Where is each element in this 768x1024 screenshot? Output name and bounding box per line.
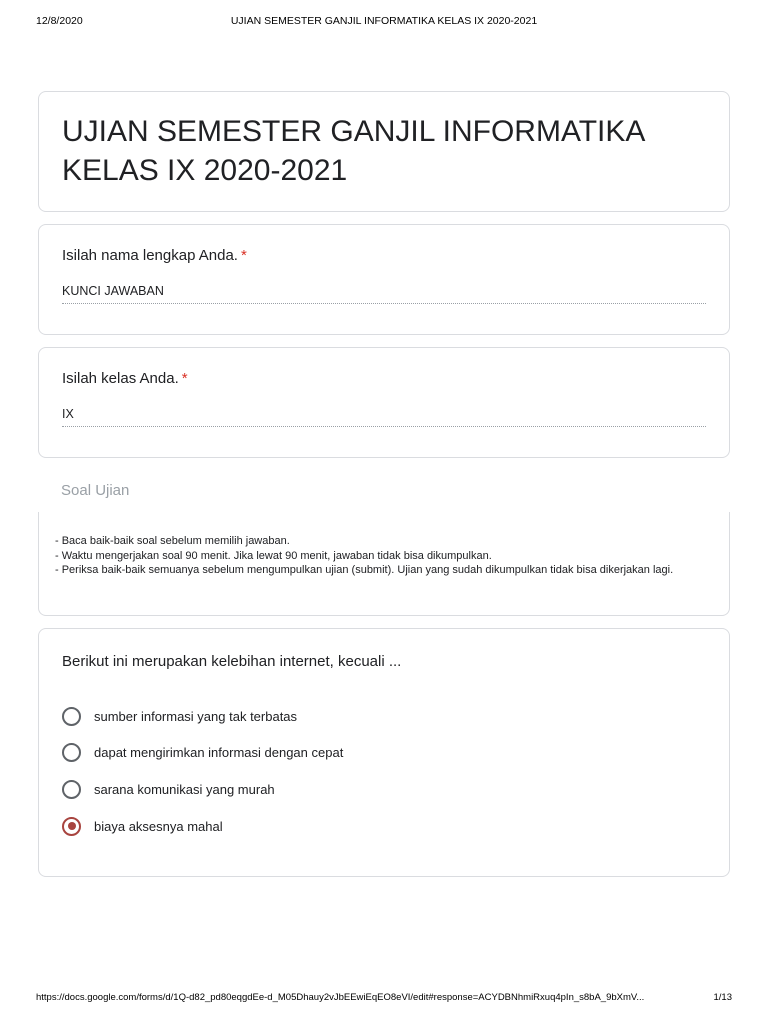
class-answer-field[interactable]: IX [62, 407, 706, 427]
mc-option-label: sumber informasi yang tak terbatas [94, 708, 298, 724]
radio-button-selected[interactable] [62, 817, 81, 836]
mc-question-text: Berikut ini merupakan kelebihan internet, kecuali ... [62, 653, 402, 670]
print-header [36, 15, 732, 31]
print-date: 12/8/2020 [36, 15, 83, 27]
section-description-card [38, 512, 730, 616]
description-line: - Periksa baik-baik semuanya sebelum mengumpulkan ujian (submit). Ujian yang sudah dikumpulkan tidak bisa dikerjakan lagi. [55, 564, 674, 576]
description-line: - Baca baik-baik soal sebelum memilih jawaban. [55, 535, 290, 547]
radio-dot-icon [68, 822, 76, 830]
question-label-class-text: Isilah kelas Anda. [62, 370, 179, 387]
mc-option-label: dapat mengirimkan informasi dengan cepat [94, 744, 344, 760]
form-title-card [38, 91, 730, 212]
mc-option[interactable] [62, 778, 275, 800]
print-doc-title: UJIAN SEMESTER GANJIL INFORMATIKA KELAS IX 2020-2021 [230, 15, 538, 27]
question-card-name [38, 224, 730, 335]
page-number: 1/13 [713, 992, 732, 1003]
required-star: * [240, 247, 247, 264]
print-footer [36, 992, 732, 1008]
name-answer-field[interactable]: KUNCI JAWABAN [62, 284, 706, 304]
section-title: Soal Ujian [61, 482, 130, 499]
radio-button[interactable] [62, 780, 81, 799]
required-star: * [181, 370, 188, 387]
mc-option[interactable] [62, 741, 343, 763]
mc-option[interactable] [62, 815, 223, 837]
multiple-choice-card [38, 628, 730, 877]
question-label-name-text: Isilah nama lengkap Anda. [62, 247, 238, 264]
print-url: https://docs.google.com/forms/d/1Q-d82_pd80eqgdEe-d_M05Dhauy2vJbEEwiEqEO8eVI/edit#response=ACYDBNhmiRxuq4pIn_s8bA_9bXmV... [36, 992, 645, 1003]
description-line: - Waktu mengerjakan soal 90 menit. Jika lewat 90 menit, jawaban tidak bisa dikumpulkan. [55, 549, 492, 562]
section-description [55, 534, 705, 578]
mc-option[interactable] [62, 705, 297, 727]
radio-button[interactable] [62, 743, 81, 762]
question-card-class [38, 347, 730, 458]
mc-option-label: biaya aksesnya mahal [94, 818, 223, 834]
question-label-name [62, 247, 247, 264]
form-title: UJIAN SEMESTER GANJIL INFORMATIKA KELAS IX 2020-2021 [62, 115, 644, 187]
radio-button[interactable] [62, 707, 81, 726]
question-label-class [62, 370, 188, 387]
mc-option-label: sarana komunikasi yang murah [94, 781, 275, 797]
